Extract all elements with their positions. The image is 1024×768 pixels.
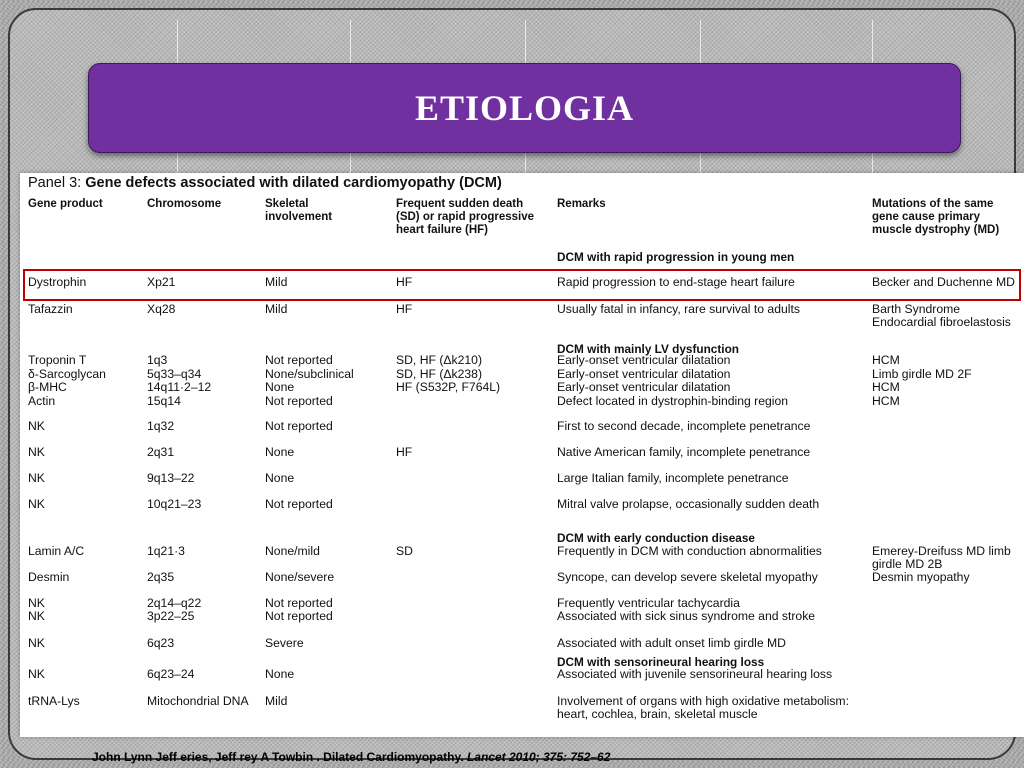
cell-skeletal: Not reported (265, 497, 333, 511)
header-chromosome: Chromosome (147, 198, 222, 210)
cell-skeletal: None/severe (265, 570, 335, 584)
cell-chromosome: 2q31 (147, 445, 175, 459)
cell-gene: NK (28, 596, 45, 610)
panel-label: Panel 3: (28, 175, 82, 191)
cell-chromosome: 15q14 (147, 394, 181, 408)
cell-skeletal: Severe (265, 636, 304, 650)
section-conduction-disease: DCM with early conduction disease (557, 531, 755, 545)
cell-skeletal: Not reported (265, 596, 333, 610)
cell-chromosome: 10q21–23 (147, 497, 202, 511)
cell-skeletal: None (265, 380, 295, 394)
cell-sudden-death: SD (396, 544, 413, 558)
title-banner (88, 63, 961, 153)
cell-gene: Actin (28, 394, 56, 408)
citation-journal: Lancet 2010; 375: 752–62 (466, 750, 611, 764)
cell-remarks: Rapid progression to end-stage heart failure (557, 275, 795, 289)
cell-gene: tRNA-Lys (28, 694, 80, 708)
section-hearing-loss: DCM with sensorineural hearing loss (557, 655, 765, 669)
panel-title (28, 175, 502, 191)
cell-skeletal: None/mild (265, 544, 320, 558)
cell-chromosome: Xp21 (147, 275, 176, 289)
cell-sudden-death: HF (396, 302, 413, 316)
cell-gene: NK (28, 445, 45, 459)
cell-chromosome: 2q14–q22 (147, 596, 202, 610)
cell-skeletal: Not reported (265, 609, 333, 623)
cell-muscle-dystrophy: Desmin myopathy (872, 570, 970, 584)
header-remarks: Remarks (557, 198, 606, 210)
citation (92, 750, 610, 764)
header-sudden-death: Frequent sudden death (SD) or rapid progressive heart failure (HF) (396, 198, 535, 236)
cell-sudden-death: HF (396, 445, 413, 459)
cell-chromosome: 1q32 (147, 419, 175, 433)
cell-skeletal: Mild (265, 302, 288, 316)
cell-chromosome: 6q23 (147, 636, 175, 650)
cell-remarks: Associated with adult onset limb girdle MD (557, 636, 786, 650)
cell-muscle-dystrophy: Barth Syndrome Endocardial fibroelastosis (872, 302, 1011, 330)
cell-skeletal: None (265, 471, 295, 485)
cell-remarks: Defect located in dystrophin-binding region (557, 394, 789, 408)
cell-skeletal: Not reported (265, 394, 333, 408)
section-rapid-progression: DCM with rapid progression in young men (557, 251, 795, 264)
cell-remarks: Involvement of organs with high oxidative metabolism: heart, cochlea, brain, skeletal muscle (557, 694, 849, 722)
cell-gene: NK (28, 419, 45, 433)
cell-gene: Troponin T (28, 353, 87, 367)
cell-sudden-death: SD, HF (Δk210) (396, 353, 483, 367)
citation-authors: John Lynn Jeff eries, Jeff rey A Towbin . Dilated Cardiomyopathy. (92, 750, 464, 764)
cell-chromosome: Mitochondrial DNA (147, 694, 249, 708)
cell-muscle-dystrophy: Limb girdle MD 2F (872, 367, 972, 381)
cell-remarks: Frequently in DCM with conduction abnormalities (557, 544, 822, 558)
cell-gene: Desmin (28, 570, 70, 584)
cell-gene: NK (28, 497, 45, 511)
cell-skeletal: None (265, 445, 295, 459)
cell-gene: δ-Sarcoglycan (28, 367, 106, 381)
cell-muscle-dystrophy: Emerey-Dreifuss MD limb girdle MD 2B (872, 544, 1011, 572)
cell-gene: Lamin A/C (28, 544, 85, 558)
cell-gene: Tafazzin (28, 302, 73, 316)
cell-remarks: Associated with juvenile sensorineural hearing loss (557, 667, 833, 681)
header-gene: Gene product (28, 198, 103, 210)
cell-remarks: Associated with sick sinus syndrome and stroke (557, 609, 816, 623)
cell-sudden-death: SD, HF (Δk238) (396, 367, 483, 381)
cell-chromosome: 5q33–q34 (147, 367, 202, 381)
cell-skeletal: None/subclinical (265, 367, 354, 381)
cell-sudden-death: HF (S532P, F764L) (396, 380, 501, 394)
cell-skeletal: Not reported (265, 419, 333, 433)
cell-remarks: Early-onset ventricular dilatation (557, 380, 731, 394)
cell-remarks: Early-onset ventricular dilatation (557, 353, 731, 367)
cell-sudden-death: HF (396, 275, 413, 289)
cell-remarks: Large Italian family, incomplete penetrance (557, 471, 789, 485)
cell-gene: NK (28, 609, 45, 623)
cell-muscle-dystrophy: HCM (872, 353, 900, 367)
cell-remarks: Syncope, can develop severe skeletal myopathy (557, 570, 818, 584)
cell-chromosome: 1q3 (147, 353, 168, 367)
cell-gene: NK (28, 667, 45, 681)
cell-chromosome: Xq28 (147, 302, 176, 316)
highlight-box (23, 269, 1021, 301)
cell-gene: Dystrophin (28, 275, 87, 289)
cell-gene: β-MHC (28, 380, 67, 394)
cell-chromosome: 6q23–24 (147, 667, 195, 681)
cell-remarks: Native American family, incomplete penetrance (557, 445, 811, 459)
cell-chromosome: 9q13–22 (147, 471, 195, 485)
header-mutations: Mutations of the same gene cause primary muscle dystrophy (MD) (872, 198, 1000, 236)
cell-skeletal: Not reported (265, 353, 333, 367)
cell-remarks: Early-onset ventricular dilatation (557, 367, 731, 381)
cell-remarks: Mitral valve prolapse, occasionally sudden death (557, 497, 820, 511)
cell-remarks: Frequently ventricular tachycardia (557, 596, 740, 610)
cell-muscle-dystrophy: HCM (872, 394, 900, 408)
cell-skeletal: Mild (265, 694, 288, 708)
cell-muscle-dystrophy: HCM (872, 380, 900, 394)
cell-chromosome: 14q11·2–12 (147, 380, 212, 394)
cell-chromosome: 3p22–25 (147, 609, 195, 623)
header-skeletal: Skeletal involvement (265, 198, 333, 223)
cell-muscle-dystrophy: Becker and Duchenne MD (872, 275, 1015, 289)
cell-skeletal: Mild (265, 275, 288, 289)
slide-title: ETIOLOGIA (414, 88, 635, 128)
panel-heading: Gene defects associated with dilated cardiomyopathy (DCM) (85, 175, 502, 191)
cell-gene: NK (28, 636, 45, 650)
section-lv-dysfunction: DCM with mainly LV dysfunction (557, 342, 739, 356)
cell-gene: NK (28, 471, 45, 485)
cell-remarks: Usually fatal in infancy, rare survival to adults (557, 302, 800, 316)
cell-remarks: First to second decade, incomplete penetrance (557, 419, 811, 433)
cell-chromosome: 1q21·3 (147, 544, 185, 558)
cell-skeletal: None (265, 667, 295, 681)
gene-table-panel (20, 173, 1024, 737)
cell-chromosome: 2q35 (147, 570, 175, 584)
